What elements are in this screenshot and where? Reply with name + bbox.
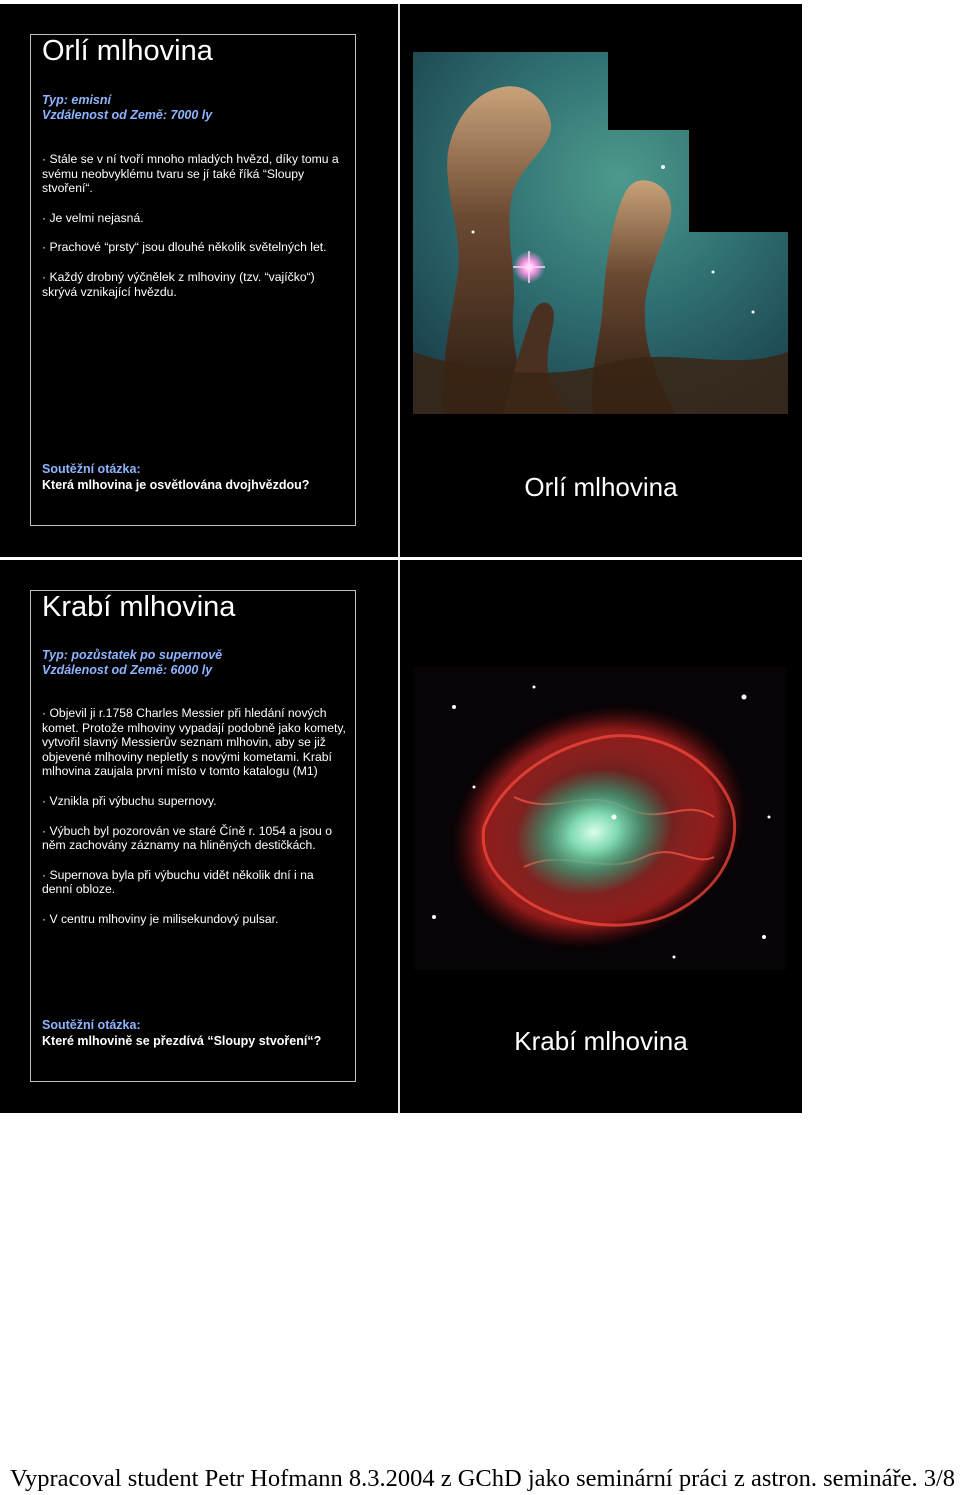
crab-info-card xyxy=(30,590,356,1082)
crab-bullet: · V centru mlhoviny je milisekundový pulsar. xyxy=(42,912,347,927)
star-icon xyxy=(661,165,665,169)
eagle-title: Orlí mlhovina xyxy=(42,35,213,67)
star-icon xyxy=(762,935,766,939)
eagle-info-card xyxy=(30,34,356,526)
eagle-quiz-question: Která mlhovina je osvětlována dvojhvězdou? xyxy=(42,478,310,492)
crab-distance: Vzdálenost od Země: 6000 ly xyxy=(42,663,213,677)
eagle-bullets xyxy=(42,152,347,314)
star-icon xyxy=(452,705,456,709)
crab-type: Typ: pozůstatek po supernově xyxy=(42,648,223,662)
crab-bullet: · Vznikla při výbuchu supernovy. xyxy=(42,794,347,809)
crab-nebula-image xyxy=(414,667,786,970)
eagle-answer-label: Orlí mlhovina xyxy=(524,472,678,502)
crab-quiz xyxy=(42,1017,321,1049)
eagle-bullet: · Stále se v ní tvoří mnoho mladých hvězd, díky tomu a svému neobvyklému tvaru se jí také říká “Sloupy stvoření“. xyxy=(42,152,347,196)
crab-bullet: · Výbuch byl pozorován ve staré Číně r. 1054 a jsou o něm zachovány záznamy na hliněných destičkách. xyxy=(42,824,347,853)
eagle-bullet: · Je velmi nejasná. xyxy=(42,211,347,226)
pulsar-star-icon xyxy=(612,815,617,820)
eagle-meta xyxy=(42,93,212,123)
star-icon xyxy=(742,695,747,700)
eagle-quiz-label: Soutěžní otázka: xyxy=(42,462,141,476)
star-icon xyxy=(472,231,475,234)
eagle-quiz xyxy=(42,461,309,493)
footer-text: Vypracoval student Petr Hofmann 8.3.2004 z GChD jako seminární práci z astron. semináře. xyxy=(10,1465,918,1492)
star-icon xyxy=(752,311,755,314)
crab-bullet: · Supernova byla při výbuchu vidět několik dní i na denní obloze. xyxy=(42,868,347,897)
footer xyxy=(10,1465,955,1493)
crab-quiz-label: Soutěžní otázka: xyxy=(42,1018,141,1032)
star-icon xyxy=(473,786,476,789)
crab-meta xyxy=(42,648,222,678)
star-icon xyxy=(768,816,771,819)
eagle-distance: Vzdálenost od Země: 7000 ly xyxy=(42,108,213,122)
crab-quiz-question: Které mlhovině se přezdívá “Sloupy stvoření“? xyxy=(42,1034,322,1048)
crab-title: Krabí mlhovina xyxy=(42,591,236,623)
star-icon xyxy=(533,686,536,689)
eagle-bullet: · Každý drobný výčnělek z mlhoviny (tzv. “vajíčko“) skrývá vznikající hvězdu. xyxy=(42,270,347,299)
crab-answer-label: Krabí mlhovina xyxy=(514,1026,688,1056)
eagle-bullet: · Prachové “prsty“ jsou dlouhé několik světelných let. xyxy=(42,240,347,255)
star-icon xyxy=(712,271,715,274)
star-icon xyxy=(673,956,676,959)
page-number: 3/8 xyxy=(923,1465,955,1492)
crab-bullets xyxy=(42,706,347,942)
crab-bullet: · Objevil ji r.1758 Charles Messier při hledání nových komet. Protože mlhoviny vypadají podobně jako komety, vytvořil slavný Messierův seznam mlhovin, aby se již objevené mlhoviny nepletly s novými kometami. Krabí mlhovina zaujala první místo v tomto katalogu (M1) xyxy=(42,706,347,779)
eagle-nebula-image xyxy=(413,52,788,414)
eagle-type: Typ: emisní xyxy=(42,93,111,107)
star-icon xyxy=(432,915,436,919)
